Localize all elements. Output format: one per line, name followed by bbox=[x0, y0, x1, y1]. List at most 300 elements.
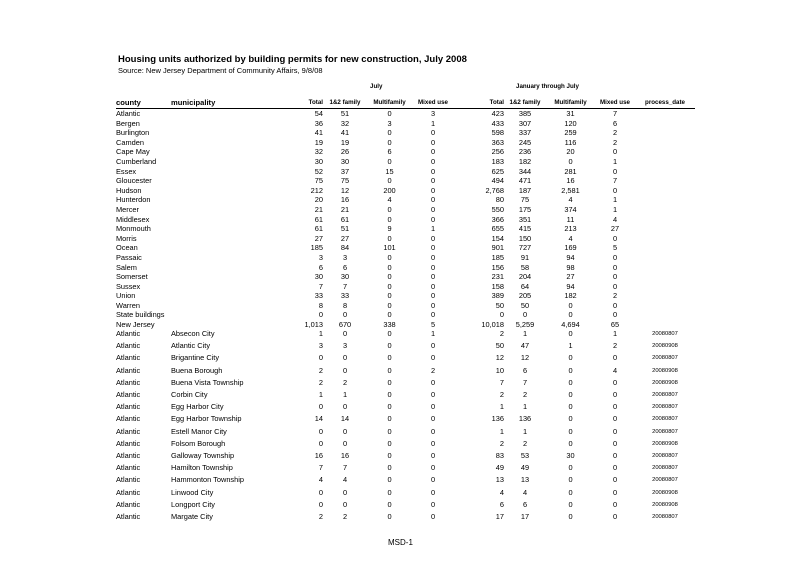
row-municipality: Corbin City bbox=[171, 390, 208, 400]
county-value: 3 bbox=[430, 109, 436, 118]
county-value: 3 bbox=[318, 252, 323, 262]
row-value: 0 bbox=[568, 402, 573, 412]
row-value: 0 bbox=[612, 426, 618, 436]
row-process-date: 20080807 bbox=[652, 331, 678, 337]
col-ytd-total: Total bbox=[489, 99, 504, 107]
row-value: 0 bbox=[612, 414, 618, 424]
county-value: 0 bbox=[387, 137, 392, 147]
county-row bbox=[116, 310, 695, 320]
row-value: 6 bbox=[522, 499, 528, 509]
county-value: 236 bbox=[518, 147, 532, 157]
county-value: 65 bbox=[610, 320, 620, 330]
county-value: 31 bbox=[566, 109, 575, 118]
row-value: 0 bbox=[387, 414, 392, 424]
county-value: 32 bbox=[340, 118, 350, 128]
row-county: Atlantic bbox=[116, 377, 141, 387]
row-value: 17 bbox=[495, 512, 504, 522]
col-multifamily: Multifamily bbox=[373, 99, 406, 107]
row-county: Atlantic bbox=[116, 438, 141, 448]
county-value: 5,259 bbox=[515, 320, 535, 330]
row-value: 0 bbox=[612, 377, 618, 387]
county-value: 344 bbox=[518, 166, 532, 176]
row-value: 0 bbox=[430, 463, 436, 473]
county-value: 259 bbox=[564, 128, 577, 138]
county-name: Hudson bbox=[116, 185, 142, 195]
county-name: Hunterdon bbox=[116, 195, 151, 205]
county-value: 50 bbox=[520, 300, 530, 310]
county-value: 7 bbox=[318, 281, 323, 291]
col-municipality: municipality bbox=[171, 98, 216, 108]
county-row bbox=[116, 176, 695, 186]
empty-process-date bbox=[635, 109, 695, 119]
county-value: 385 bbox=[518, 109, 532, 118]
county-value: 8 bbox=[342, 300, 348, 310]
county-row bbox=[116, 167, 695, 177]
county-value: 351 bbox=[518, 214, 532, 224]
row-county: Atlantic bbox=[116, 426, 141, 436]
row-county: Atlantic bbox=[116, 463, 141, 473]
row-value: 3 bbox=[318, 341, 323, 351]
county-value: 0 bbox=[430, 156, 436, 166]
county-value: 0 bbox=[430, 310, 436, 320]
county-value: 41 bbox=[314, 128, 323, 138]
row-value: 0 bbox=[568, 414, 573, 424]
row-value: 16 bbox=[314, 451, 323, 461]
county-value: 6 bbox=[318, 262, 323, 272]
row-value: 0 bbox=[430, 353, 436, 363]
county-value: 182 bbox=[564, 291, 577, 301]
page-footer: MSD-1 bbox=[388, 538, 413, 547]
row-value: 17 bbox=[520, 512, 530, 522]
county-value: 212 bbox=[310, 185, 323, 195]
row-value: 2 bbox=[499, 329, 504, 338]
row-process-date: 20080908 bbox=[652, 501, 678, 508]
row-county: Atlantic bbox=[116, 341, 141, 351]
row-value: 0 bbox=[342, 438, 348, 448]
county-row bbox=[116, 301, 695, 311]
county-row bbox=[116, 147, 695, 157]
empty-process-date bbox=[635, 215, 695, 225]
county-value: 183 bbox=[491, 156, 504, 166]
row-value: 16 bbox=[340, 451, 350, 461]
county-name: Monmouth bbox=[116, 224, 151, 234]
county-value: 4 bbox=[387, 195, 392, 205]
county-row bbox=[116, 282, 695, 292]
county-value: 182 bbox=[518, 156, 532, 166]
row-value: 0 bbox=[387, 329, 392, 338]
county-value: 75 bbox=[340, 176, 350, 186]
row-value: 0 bbox=[612, 390, 618, 400]
row-value: 2 bbox=[342, 377, 348, 387]
county-value: 30 bbox=[314, 272, 323, 282]
county-value: 61 bbox=[340, 214, 350, 224]
row-value: 0 bbox=[612, 499, 618, 509]
row-value: 0 bbox=[612, 475, 618, 485]
county-value: 27 bbox=[340, 233, 350, 243]
county-value: 5 bbox=[430, 320, 436, 330]
county-value: 494 bbox=[491, 176, 504, 186]
row-value: 0 bbox=[568, 499, 573, 509]
row-value: 0 bbox=[568, 487, 573, 497]
county-value: 0 bbox=[387, 281, 392, 291]
row-value: 49 bbox=[495, 463, 504, 473]
county-value: 0 bbox=[612, 310, 618, 320]
county-value: 6 bbox=[387, 147, 392, 157]
row-value: 0 bbox=[568, 463, 573, 473]
group-header-july: July bbox=[370, 83, 383, 90]
county-row bbox=[116, 253, 695, 263]
county-value: 0 bbox=[430, 204, 436, 214]
county-value: 150 bbox=[518, 233, 532, 243]
county-value: 0 bbox=[430, 147, 436, 157]
row-value: 0 bbox=[318, 487, 323, 497]
row-value: 14 bbox=[340, 414, 350, 424]
county-value: 256 bbox=[491, 147, 504, 157]
row-value: 0 bbox=[612, 451, 618, 461]
county-value: 30 bbox=[340, 156, 350, 166]
county-value: 0 bbox=[430, 128, 436, 138]
row-value: 50 bbox=[495, 341, 504, 351]
county-row bbox=[116, 109, 695, 119]
county-value: 471 bbox=[518, 176, 532, 186]
municipality-row bbox=[116, 438, 695, 450]
county-value: 8 bbox=[318, 300, 323, 310]
county-value: 0 bbox=[522, 310, 528, 320]
county-value: 0 bbox=[612, 233, 618, 243]
empty-process-date bbox=[635, 176, 695, 186]
row-value: 53 bbox=[520, 451, 530, 461]
row-value: 0 bbox=[387, 377, 392, 387]
row-county: Atlantic bbox=[116, 451, 141, 461]
county-value: 0 bbox=[430, 281, 436, 291]
row-value: 0 bbox=[430, 512, 436, 522]
county-value: 0 bbox=[568, 300, 573, 310]
county-value: 27 bbox=[610, 224, 620, 234]
row-value: 0 bbox=[342, 402, 348, 412]
row-value: 0 bbox=[568, 365, 573, 375]
row-county: Atlantic bbox=[116, 512, 141, 522]
row-value: 2 bbox=[522, 390, 528, 400]
col-ytd-multifamily: Multifamily bbox=[554, 99, 587, 107]
row-value: 12 bbox=[495, 353, 504, 363]
col-ytd-mixed-use: Mixed use bbox=[600, 99, 630, 107]
county-value: 20 bbox=[314, 195, 323, 205]
county-name: Cumberland bbox=[116, 156, 157, 166]
row-value: 1 bbox=[522, 402, 528, 412]
county-row bbox=[116, 119, 695, 129]
county-value: 338 bbox=[383, 320, 396, 330]
county-value: 98 bbox=[566, 262, 575, 272]
row-value: 0 bbox=[387, 365, 392, 375]
county-name: Bergen bbox=[116, 118, 140, 128]
row-value: 0 bbox=[430, 438, 436, 448]
row-value: 0 bbox=[387, 487, 392, 497]
county-value: 0 bbox=[387, 262, 392, 272]
row-value: 0 bbox=[568, 329, 573, 338]
row-value: 0 bbox=[430, 414, 436, 424]
row-value: 0 bbox=[612, 353, 618, 363]
row-value: 0 bbox=[612, 402, 618, 412]
county-value: 0 bbox=[430, 243, 436, 253]
county-value: 0 bbox=[387, 128, 392, 138]
county-value: 120 bbox=[564, 118, 577, 128]
county-value: 6 bbox=[612, 118, 618, 128]
row-county: Atlantic bbox=[116, 353, 141, 363]
row-value: 83 bbox=[495, 451, 504, 461]
county-value: 231 bbox=[491, 272, 504, 282]
municipality-row bbox=[116, 462, 695, 474]
row-value: 1 bbox=[318, 390, 323, 400]
county-value: 0 bbox=[430, 272, 436, 282]
row-county: Atlantic bbox=[116, 475, 141, 485]
county-value: 625 bbox=[491, 166, 504, 176]
county-value: 158 bbox=[491, 281, 504, 291]
county-value: 51 bbox=[340, 109, 350, 118]
county-value: 0 bbox=[387, 272, 392, 282]
row-value: 1 bbox=[522, 426, 528, 436]
row-process-date: 20080908 bbox=[652, 367, 678, 374]
county-value: 75 bbox=[520, 195, 530, 205]
municipality-row bbox=[116, 413, 695, 425]
municipality-row bbox=[116, 377, 695, 389]
row-municipality: Brigantine City bbox=[171, 353, 220, 363]
county-value: 1 bbox=[430, 118, 436, 128]
row-value: 4 bbox=[318, 475, 323, 485]
empty-process-date bbox=[635, 301, 695, 311]
row-value: 0 bbox=[430, 451, 436, 461]
municipality-row bbox=[116, 340, 695, 352]
municipality-row bbox=[116, 352, 695, 364]
row-process-date: 20080807 bbox=[652, 428, 678, 435]
county-value: 185 bbox=[310, 243, 323, 253]
row-municipality: Estell Manor City bbox=[171, 426, 227, 436]
row-value: 0 bbox=[430, 341, 436, 351]
header-row bbox=[116, 97, 695, 109]
county-value: 2 bbox=[612, 137, 618, 147]
county-value: 0 bbox=[430, 300, 436, 310]
row-value: 7 bbox=[342, 463, 348, 473]
report-title: Housing units authorized by building permits for new construction, July 2008 bbox=[118, 54, 467, 65]
county-value: 0 bbox=[612, 147, 618, 157]
county-row bbox=[116, 186, 695, 196]
row-value: 0 bbox=[568, 390, 573, 400]
county-value: 2,768 bbox=[485, 185, 504, 195]
county-name: Somerset bbox=[116, 272, 148, 282]
col-total: Total bbox=[308, 99, 323, 107]
row-municipality: Galloway Township bbox=[171, 451, 235, 461]
county-value: 33 bbox=[340, 291, 350, 301]
county-value: 0 bbox=[387, 176, 392, 186]
row-value: 0 bbox=[387, 353, 392, 363]
county-value: 37 bbox=[340, 166, 350, 176]
row-value: 0 bbox=[612, 487, 618, 497]
county-value: 1 bbox=[430, 224, 436, 234]
county-value: 200 bbox=[383, 185, 396, 195]
empty-process-date bbox=[635, 310, 695, 320]
county-value: 6 bbox=[342, 262, 348, 272]
county-value: 901 bbox=[491, 243, 504, 253]
county-value: 366 bbox=[491, 214, 504, 224]
row-value: 1 bbox=[342, 390, 348, 400]
row-value: 2 bbox=[318, 377, 323, 387]
row-county: Atlantic bbox=[116, 414, 141, 424]
row-value: 0 bbox=[387, 390, 392, 400]
row-value: 6 bbox=[499, 499, 504, 509]
row-value: 7 bbox=[522, 377, 528, 387]
county-value: 0 bbox=[430, 291, 436, 301]
county-row bbox=[116, 128, 695, 138]
county-value: 19 bbox=[340, 137, 350, 147]
row-value: 0 bbox=[342, 487, 348, 497]
county-name: Atlantic bbox=[116, 109, 141, 118]
county-value: 0 bbox=[387, 310, 392, 320]
row-value: 0 bbox=[387, 463, 392, 473]
county-value: 30 bbox=[314, 156, 323, 166]
county-value: 245 bbox=[518, 137, 532, 147]
county-value: 30 bbox=[340, 272, 350, 282]
report-source: Source: New Jersey Department of Community Affairs, 9/8/08 bbox=[118, 66, 323, 75]
row-value: 7 bbox=[318, 463, 323, 473]
county-value: 363 bbox=[491, 137, 504, 147]
county-value: 84 bbox=[340, 243, 350, 253]
county-name: Camden bbox=[116, 137, 144, 147]
county-value: 21 bbox=[314, 204, 323, 214]
county-name: Passaic bbox=[116, 252, 142, 262]
row-process-date: 20080908 bbox=[652, 379, 678, 386]
county-value: 27 bbox=[566, 272, 575, 282]
county-name: Essex bbox=[116, 166, 137, 176]
row-process-date: 20080807 bbox=[652, 514, 678, 521]
county-value: 4 bbox=[612, 214, 618, 224]
empty-process-date bbox=[635, 195, 695, 205]
county-value: 187 bbox=[518, 185, 532, 195]
row-value: 0 bbox=[318, 426, 323, 436]
row-value: 0 bbox=[568, 353, 573, 363]
county-value: 0 bbox=[430, 252, 436, 262]
county-value: 4 bbox=[568, 233, 573, 243]
county-row bbox=[116, 138, 695, 148]
county-value: 2 bbox=[612, 291, 618, 301]
empty-process-date bbox=[635, 186, 695, 196]
row-process-date: 20080908 bbox=[652, 440, 678, 447]
row-county: Atlantic bbox=[116, 402, 141, 412]
county-value: 175 bbox=[518, 204, 532, 214]
county-value: 433 bbox=[491, 118, 504, 128]
county-value: 0 bbox=[430, 214, 436, 224]
county-value: 2 bbox=[612, 128, 618, 138]
empty-process-date bbox=[635, 157, 695, 167]
empty-process-date bbox=[635, 291, 695, 301]
row-value: 2 bbox=[499, 390, 504, 400]
col-ytd-one-two-family: 1&2 family bbox=[509, 99, 541, 107]
row-value: 6 bbox=[522, 365, 528, 375]
row-municipality: Buena Vista Township bbox=[171, 377, 244, 387]
county-name: Union bbox=[116, 291, 136, 301]
county-name: Middlesex bbox=[116, 214, 150, 224]
county-value: 1 bbox=[612, 204, 618, 214]
row-value: 0 bbox=[430, 390, 436, 400]
county-value: 727 bbox=[518, 243, 532, 253]
county-value: 0 bbox=[342, 310, 348, 320]
county-row bbox=[116, 224, 695, 234]
county-name: Warren bbox=[116, 300, 140, 310]
county-row bbox=[116, 205, 695, 215]
row-value: 0 bbox=[387, 499, 392, 509]
row-value: 0 bbox=[612, 463, 618, 473]
row-value: 0 bbox=[568, 512, 573, 522]
county-value: 50 bbox=[495, 300, 504, 310]
county-value: 0 bbox=[612, 166, 618, 176]
row-municipality: Folsom Borough bbox=[171, 438, 226, 448]
row-process-date: 20080807 bbox=[652, 416, 678, 423]
county-value: 3 bbox=[387, 118, 392, 128]
county-value: 0 bbox=[387, 204, 392, 214]
row-value: 1 bbox=[612, 329, 618, 338]
row-value: 0 bbox=[430, 499, 436, 509]
col-mixed-use: Mixed use bbox=[418, 99, 448, 107]
county-name: Mercer bbox=[116, 204, 139, 214]
row-value: 13 bbox=[520, 475, 530, 485]
group-header-ytd: January through July bbox=[516, 83, 579, 90]
county-value: 75 bbox=[314, 176, 323, 186]
county-value: 15 bbox=[385, 166, 394, 176]
row-value: 2 bbox=[612, 341, 618, 351]
county-value: 0 bbox=[612, 262, 618, 272]
county-row bbox=[116, 291, 695, 301]
county-value: 52 bbox=[314, 166, 323, 176]
county-value: 0 bbox=[430, 262, 436, 272]
county-name: Ocean bbox=[116, 243, 138, 253]
county-value: 0 bbox=[568, 156, 573, 166]
county-value: 0 bbox=[612, 185, 618, 195]
row-value: 0 bbox=[568, 377, 573, 387]
row-value: 2 bbox=[499, 438, 504, 448]
col-process-date: process_date bbox=[645, 99, 685, 107]
row-value: 4 bbox=[499, 487, 504, 497]
county-value: 0 bbox=[387, 300, 392, 310]
county-value: 80 bbox=[495, 195, 504, 205]
county-row bbox=[116, 272, 695, 282]
row-municipality: Atlantic City bbox=[171, 341, 211, 351]
county-value: 281 bbox=[564, 166, 577, 176]
county-value: 33 bbox=[314, 291, 323, 301]
row-value: 1 bbox=[568, 341, 573, 351]
row-value: 1 bbox=[499, 402, 504, 412]
row-value: 0 bbox=[318, 402, 323, 412]
row-municipality: Egg Harbor Township bbox=[171, 414, 242, 424]
row-value: 136 bbox=[491, 414, 504, 424]
row-value: 0 bbox=[430, 487, 436, 497]
county-value: 0 bbox=[499, 310, 504, 320]
row-process-date: 20080807 bbox=[652, 465, 678, 472]
county-name: Gloucester bbox=[116, 176, 152, 186]
row-value: 0 bbox=[430, 402, 436, 412]
row-value: 2 bbox=[318, 512, 323, 522]
county-value: 423 bbox=[491, 109, 504, 118]
municipality-row bbox=[116, 499, 695, 511]
row-value: 2 bbox=[318, 365, 323, 375]
empty-process-date bbox=[635, 243, 695, 253]
county-name: New Jersey bbox=[116, 320, 155, 330]
empty-process-date bbox=[635, 234, 695, 244]
row-value: 0 bbox=[387, 475, 392, 485]
row-municipality: Longport City bbox=[171, 499, 215, 509]
row-value: 0 bbox=[342, 426, 348, 436]
empty-process-date bbox=[635, 282, 695, 292]
county-value: 598 bbox=[491, 128, 504, 138]
municipality-row bbox=[116, 426, 695, 438]
county-value: 61 bbox=[314, 224, 323, 234]
